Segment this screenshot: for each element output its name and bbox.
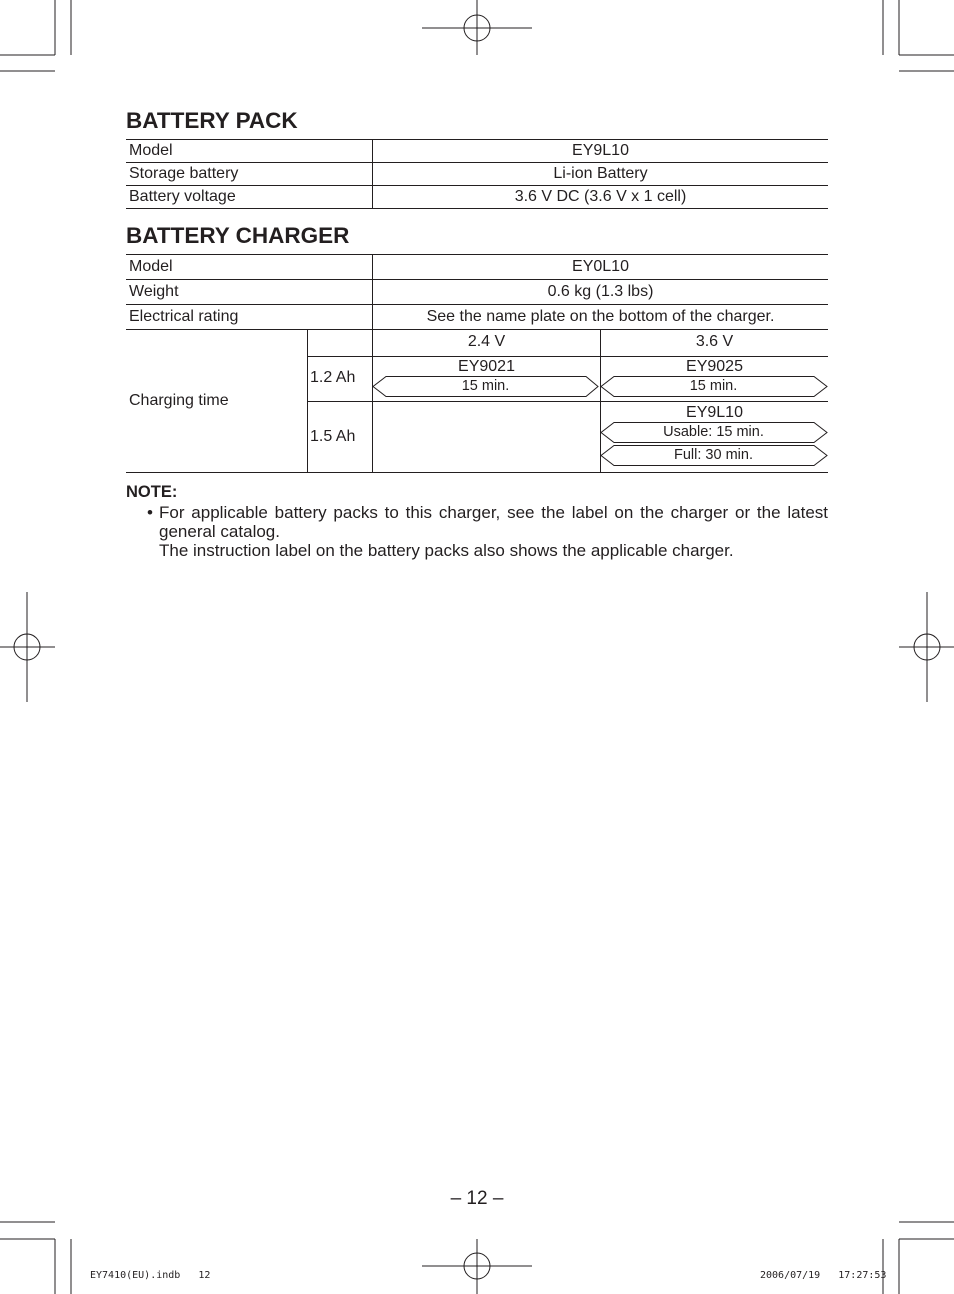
note-title: NOTE:	[126, 483, 178, 501]
row-label: Battery voltage	[126, 186, 373, 209]
row-label: Electrical rating	[126, 305, 373, 330]
charging-time-label: Charging time	[129, 392, 229, 409]
battery-pack-heading: BATTERY PACK	[126, 108, 298, 133]
note-text: For applicable battery packs to this charger, see the label on the charger or the latest general catalog.	[159, 503, 828, 541]
row-value: EY0L10	[373, 255, 829, 280]
slug-left: EY7410(EU).indb 12	[90, 1270, 211, 1281]
ey9l10-usable: Usable: 15 min.	[663, 424, 764, 440]
battery-charger-heading: BATTERY CHARGER	[126, 223, 350, 248]
ey9l10-full: Full: 30 min.	[674, 447, 753, 463]
row-label: Storage battery	[126, 163, 373, 186]
row-label: Model	[126, 140, 373, 163]
ey9021-time: 15 min.	[461, 378, 510, 394]
note-text-line2: The instruction label on the battery packs also shows the applicable charger.	[159, 541, 734, 560]
capacity-1-2ah: 1.2 Ah	[310, 369, 356, 386]
ey9025-model: EY9025	[686, 358, 743, 375]
ey9025-time: 15 min.	[689, 378, 738, 394]
row-value: Li-ion Battery	[373, 163, 829, 186]
note-bullet: •	[147, 503, 153, 522]
row-value: See the name plate on the bottom of the charger.	[373, 305, 829, 330]
row-label: Weight	[126, 280, 373, 305]
ey9021-model: EY9021	[458, 358, 515, 375]
voltage-3-6: 3.6 V	[695, 333, 734, 350]
row-value: 3.6 V DC (3.6 V x 1 cell)	[373, 186, 829, 209]
row-value: 0.6 kg (1.3 lbs)	[373, 280, 829, 305]
ey9l10-model: EY9L10	[686, 404, 743, 421]
capacity-1-5ah: 1.5 Ah	[310, 428, 356, 445]
voltage-2-4: 2.4 V	[467, 333, 506, 350]
slug-right: 2006/07/19 17:27:53	[760, 1270, 887, 1281]
row-value: EY9L10	[373, 140, 829, 163]
page-number: – 12 –	[450, 1188, 504, 1209]
row-label: Model	[126, 255, 373, 280]
